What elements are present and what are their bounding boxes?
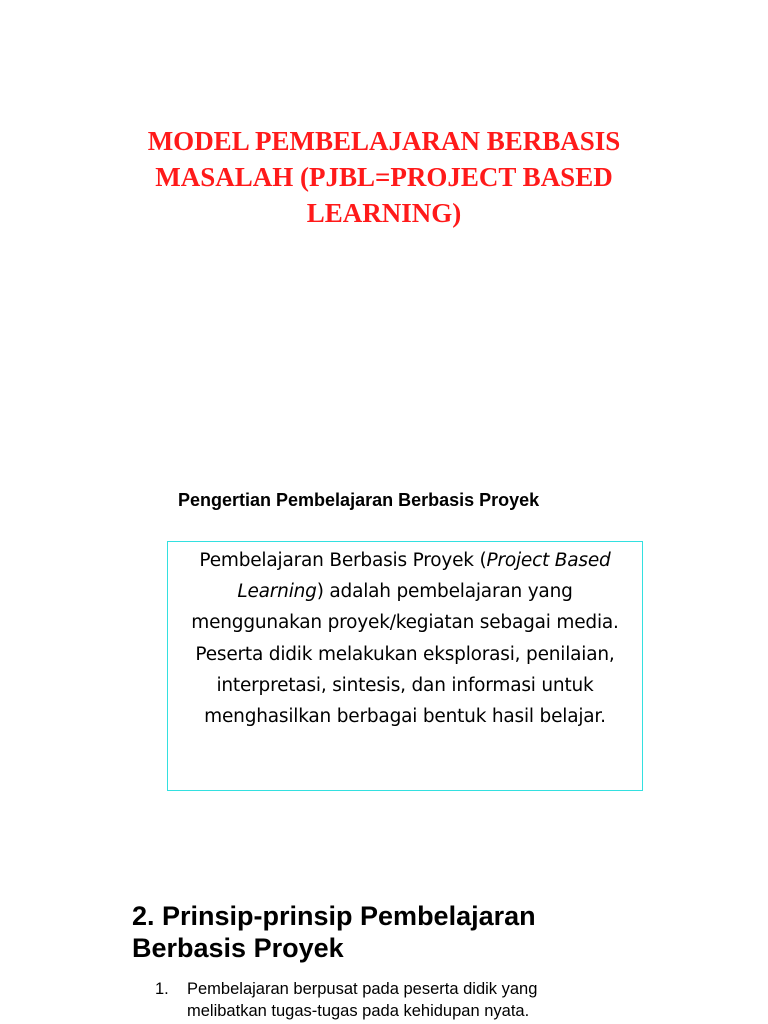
list-item-line-2: melibatkan tugas-tugas pada kehidupan nyata. [187,1002,530,1020]
definition-text-italic: Project Based Learning [237,550,611,603]
principles-heading-line-2: Berbasis Proyek [132,933,344,963]
definition-text-part1: Pembelajaran Berbasis Proyek ( [199,550,487,571]
title-line-2: MASALAH (PJBL=PROJECT BASED [155,162,613,192]
principles-heading-line-1: 2. Prinsip-prinsip Pembelajaran [132,901,536,931]
definition-text-part2: ) adalah pembelajaran yang menggunakan proyek/kegiatan sebagai media. Peserta didik melakukan eksplorasi, penilaian, interpretasi, sintesis, dan informasi untuk menghasilkan berbagai bentuk hasil belajar. [191,581,619,728]
principles-heading [132,900,536,964]
definition-heading: Pengertian Pembelajaran Berbasis Proyek [178,490,540,510]
principles-list [155,978,755,1022]
definition-text [180,545,630,732]
list-item-line-1: Pembelajaran berpusat pada peserta didik yang [187,980,538,998]
title-line-1: MODEL PEMBELAJARAN BERBASIS [147,126,621,156]
definition-box [167,541,643,791]
list-item [155,978,755,1022]
title-line-3: LEARNING) [306,198,462,228]
list-item-number: 1. [155,980,169,998]
document-title [60,123,708,231]
